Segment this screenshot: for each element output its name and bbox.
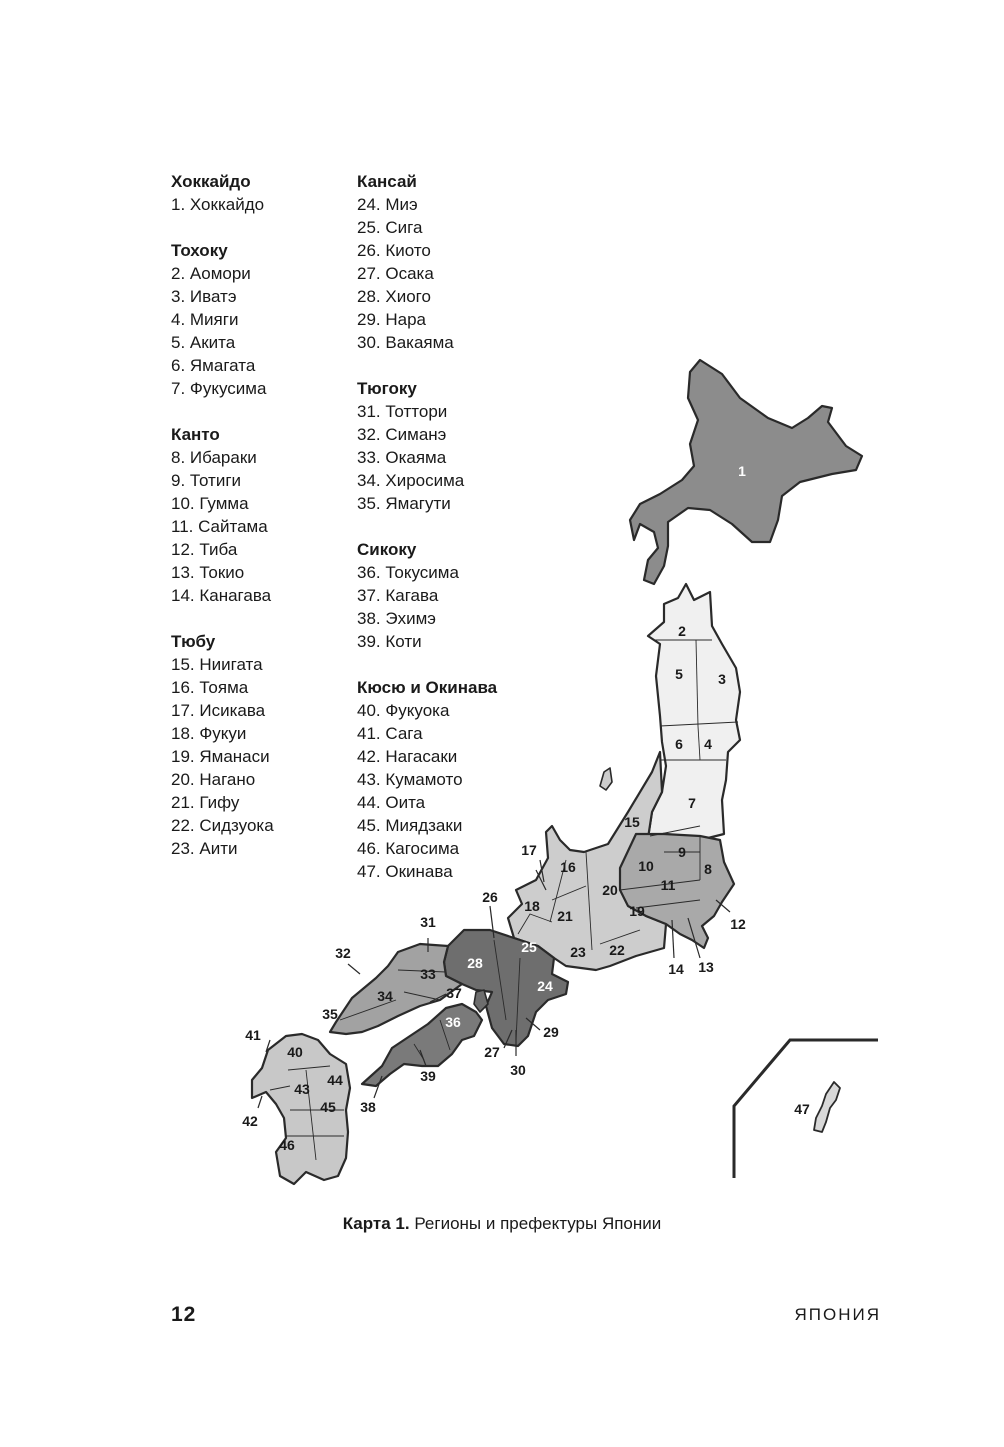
prefecture-item: 22. Сидзуока xyxy=(171,816,274,835)
prefecture-item: 17. Исикава xyxy=(171,701,266,720)
prefecture-label-28: 28 xyxy=(467,955,483,971)
prefecture-item: 19. Яманаси xyxy=(171,747,270,766)
prefecture-label-36: 36 xyxy=(445,1014,461,1030)
prefecture-label-29: 29 xyxy=(543,1024,559,1040)
map-caption xyxy=(0,1214,1004,1234)
prefecture-item: 33. Окаяма xyxy=(357,448,447,467)
prefecture-item: 39. Коти xyxy=(357,632,422,651)
prefecture-label-17: 17 xyxy=(521,842,537,858)
region-title: Канто xyxy=(171,425,220,444)
prefecture-item: 5. Акита xyxy=(171,333,236,352)
prefecture-label-32: 32 xyxy=(335,945,351,961)
prefecture-item: 4. Мияги xyxy=(171,310,239,329)
prefecture-item: 11. Сайтама xyxy=(171,517,268,536)
prefecture-label-16: 16 xyxy=(560,859,576,875)
prefecture-label-4: 4 xyxy=(704,736,712,752)
prefecture-label-42: 42 xyxy=(242,1113,258,1129)
region-okinawa xyxy=(814,1082,840,1132)
prefecture-label-35: 35 xyxy=(322,1006,338,1022)
prefecture-item: 21. Гифу xyxy=(171,793,240,812)
prefecture-label-22: 22 xyxy=(609,942,625,958)
prefecture-label-44: 44 xyxy=(327,1072,343,1088)
prefecture-item: 43. Кумамото xyxy=(357,770,463,789)
prefecture-label-25: 25 xyxy=(521,939,537,955)
prefecture-label-34: 34 xyxy=(377,988,393,1004)
prefecture-item: 10. Гумма xyxy=(171,494,249,513)
prefecture-item: 27. Осака xyxy=(357,264,434,283)
prefecture-label-46: 46 xyxy=(279,1137,295,1153)
prefecture-label-27: 27 xyxy=(484,1044,500,1060)
prefecture-item: 8. Ибараки xyxy=(171,448,257,467)
prefecture-label-37: 37 xyxy=(446,985,462,1001)
prefecture-label-30: 30 xyxy=(510,1062,526,1078)
prefecture-item: 35. Ямагути xyxy=(357,494,451,513)
prefecture-label-2: 2 xyxy=(678,623,686,639)
prefecture-item: 42. Нагасаки xyxy=(357,747,458,766)
prefecture-label-8: 8 xyxy=(704,861,712,877)
prefecture-item: 30. Вакаяма xyxy=(357,333,454,352)
prefecture-label-18: 18 xyxy=(524,898,540,914)
region-title: Кансай xyxy=(357,172,417,191)
prefecture-item: 36. Токусима xyxy=(357,563,459,582)
prefecture-label-15: 15 xyxy=(624,814,640,830)
caption-text: Регионы и префектуры Японии xyxy=(409,1214,662,1233)
prefecture-item: 1. Хоккайдо xyxy=(171,195,265,214)
prefecture-item: 2. Аомори xyxy=(171,264,251,283)
prefecture-label-11: 11 xyxy=(660,877,676,893)
prefecture-item: 24. Миэ xyxy=(357,195,418,214)
prefecture-item: 7. Фукусима xyxy=(171,379,267,398)
prefecture-item: 46. Кагосима xyxy=(357,839,460,858)
prefecture-label-3: 3 xyxy=(718,671,726,687)
prefecture-item: 38. Эхимэ xyxy=(357,609,436,628)
prefecture-item: 25. Сига xyxy=(357,218,423,237)
prefecture-label-5: 5 xyxy=(675,666,683,682)
prefecture-item: 40. Фукуока xyxy=(357,701,450,720)
prefecture-label-14: 14 xyxy=(668,961,684,977)
prefecture-label-33: 33 xyxy=(420,966,436,982)
prefecture-label-45: 45 xyxy=(320,1099,336,1115)
page-number: 12 xyxy=(171,1303,197,1326)
prefecture-item: 37. Кагава xyxy=(357,586,439,605)
prefecture-item: 3. Иватэ xyxy=(171,287,237,306)
prefecture-label-12: 12 xyxy=(730,916,746,932)
prefecture-label-9: 9 xyxy=(678,844,686,860)
prefecture-item: 23. Аити xyxy=(171,839,238,858)
running-header-section: ЯПОНИЯ xyxy=(794,1305,881,1324)
prefecture-item: 47. Окинава xyxy=(357,862,453,881)
prefecture-item: 14. Канагава xyxy=(171,586,272,605)
prefecture-label-39: 39 xyxy=(420,1068,436,1084)
prefecture-label-41: 41 xyxy=(245,1027,261,1043)
region-title: Кюсю и Окинава xyxy=(357,678,498,697)
prefecture-item: 26. Киото xyxy=(357,241,431,260)
prefecture-item: 28. Хиого xyxy=(357,287,431,306)
region-title: Сикоку xyxy=(357,540,417,559)
prefecture-label-40: 40 xyxy=(287,1044,303,1060)
region-hokkaido xyxy=(630,360,862,584)
prefecture-item: 6. Ямагата xyxy=(171,356,256,375)
prefecture-item: 41. Сага xyxy=(357,724,423,743)
prefecture-label-20: 20 xyxy=(602,882,618,898)
prefecture-item: 12. Тиба xyxy=(171,540,238,559)
caption-label: Карта 1. xyxy=(342,1214,410,1233)
prefecture-label-1: 1 xyxy=(738,463,746,479)
prefecture-item: 9. Тотиги xyxy=(171,471,242,490)
prefecture-item: 18. Фукуи xyxy=(171,724,247,743)
region-title: Тохоку xyxy=(171,241,228,260)
prefecture-label-43: 43 xyxy=(294,1081,310,1097)
prefecture-label-21: 21 xyxy=(557,908,573,924)
prefecture-item: 15. Ниигата xyxy=(171,655,263,674)
prefecture-item: 29. Нара xyxy=(357,310,426,329)
prefecture-item: 31. Тоттори xyxy=(357,402,448,421)
prefecture-label-6: 6 xyxy=(675,736,683,752)
prefecture-label-26: 26 xyxy=(482,889,498,905)
prefecture-label-13: 13 xyxy=(698,959,714,975)
region-title: Хоккайдо xyxy=(171,172,251,191)
prefecture-item: 34. Хиросима xyxy=(357,471,465,490)
prefecture-label-24: 24 xyxy=(537,978,553,994)
prefecture-item: 16. Тояма xyxy=(171,678,249,697)
leader-line xyxy=(348,964,360,974)
region-title: Тюбу xyxy=(171,632,216,651)
island-sado xyxy=(600,768,612,790)
region-title: Тюгоку xyxy=(357,379,417,398)
prefecture-item: 32. Симанэ xyxy=(357,425,447,444)
prefecture-item: 45. Миядзаки xyxy=(357,816,463,835)
prefecture-label-38: 38 xyxy=(360,1099,376,1115)
prefecture-label-7: 7 xyxy=(688,795,696,811)
prefecture-label-23: 23 xyxy=(570,944,586,960)
prefecture-label-10: 10 xyxy=(638,858,654,874)
leader-line xyxy=(258,1096,262,1108)
prefecture-label-31: 31 xyxy=(420,914,436,930)
prefecture-item: 44. Оита xyxy=(357,793,426,812)
prefecture-label-19: 19 xyxy=(629,903,645,919)
prefecture-label-47: 47 xyxy=(794,1101,810,1117)
prefecture-item: 13. Токио xyxy=(171,563,245,582)
prefecture-item: 20. Нагано xyxy=(171,770,256,789)
